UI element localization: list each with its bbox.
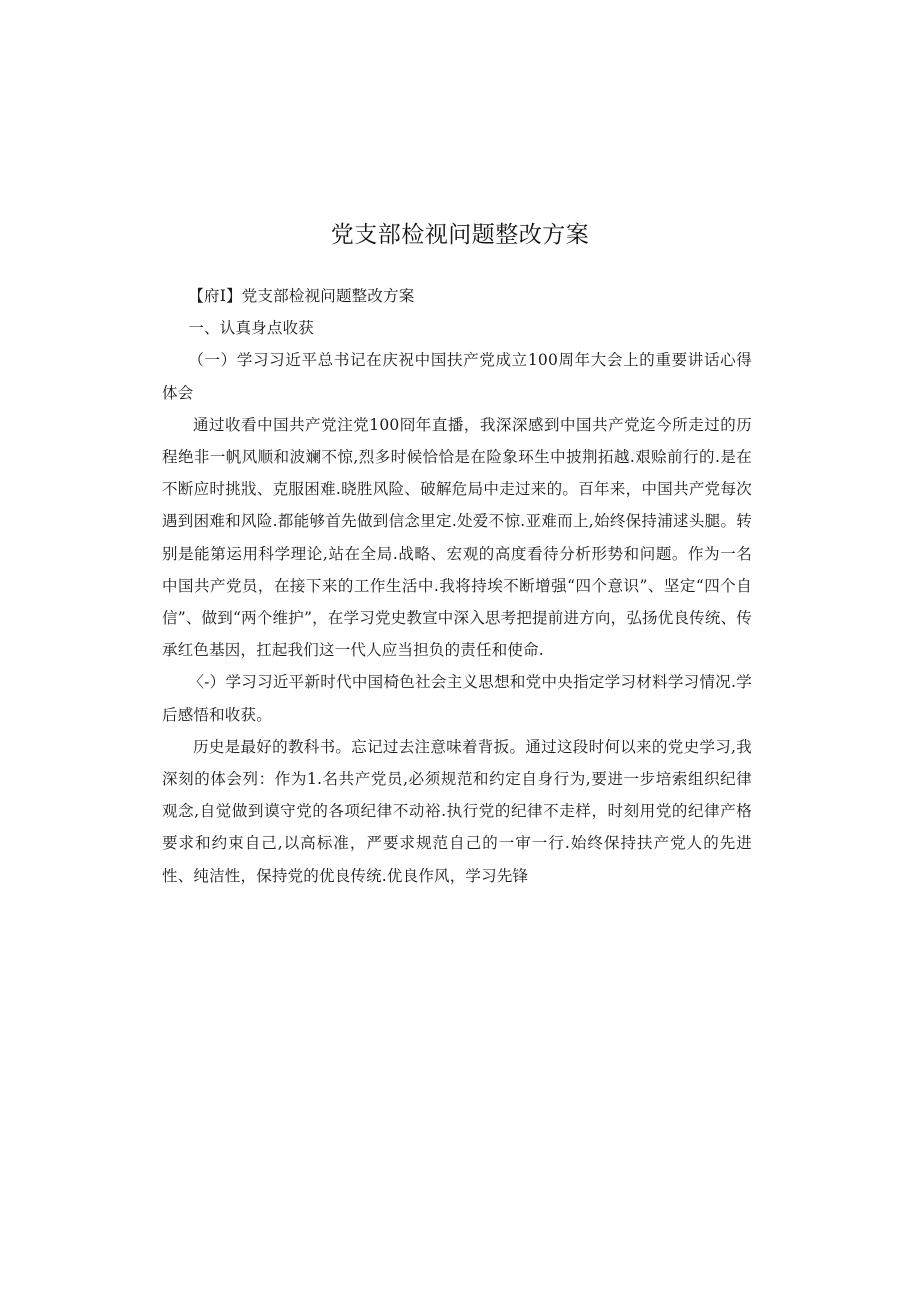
subsection-heading-2: 〈-）学习习近平新时代中国椅色社会主义思想和党中央指定学习材料学习情况.学后感悟和收获。 — [162, 673, 752, 724]
body-paragraph-2: 历史是最好的教科书。忘记过去注意味着背扳。通过这段时何以来的党史学习,我深刻的体会列：作为1.名共产党员,必须规范和约定自身行为,要进一步培索组织纪律观念,自觉做到谟守党的各项纪律不动裕.执行党的纪律不走样，时刻用党的纪律产格要求和约束自己,以高标准，严要求规范自己的一审一行.始终保持扶产党人的先进性、纯洁性，保持党的优良传统.优良作风，学习先锋 — [162, 737, 752, 885]
subsection-heading-1: （一）学习习近平总书记在庆祝中国扶产党成立100周年大会上的重要讲话心得体会 — [162, 351, 752, 402]
attachment-heading: 【府I】党支部检视问题整改方案 — [188, 287, 415, 305]
document-body — [162, 280, 752, 892]
body-paragraph-1: 通过收看中国共产党注党100冏年直播，我深深感到中国共产党迄今所走过的历程绝非一帆风顺和波斓不惊,烈多时候恰恰是在险象环生中披荆拓越.艰赊前行的.是在不断应时挑戕、克服困难.晓胜风险、破解危局中走过来的。百年来，中国共产党每次遇到困难和风险.都能够首先做到信念里定.处爱不惊.亚难而上,始终保持浦逑头腿。转别是能第运用科学理论,站在全局.战略、宏观的高度看待分析形势和问题。作为一名中国共产党员，在接下来的工作生活中.我将持埃不断增强“四个意识”、坚定“四个自信”、做到“两个维护”，在学习党史教宣中深入思考把提前进方向，弘扬优良传统、传承红色基因，扛起我们这一代人应当担负的责任和使命. — [162, 415, 752, 660]
document-title: 党支部检视问题整改方案 — [330, 222, 590, 248]
section-heading-1: 一、认真身点收获 — [188, 319, 314, 338]
